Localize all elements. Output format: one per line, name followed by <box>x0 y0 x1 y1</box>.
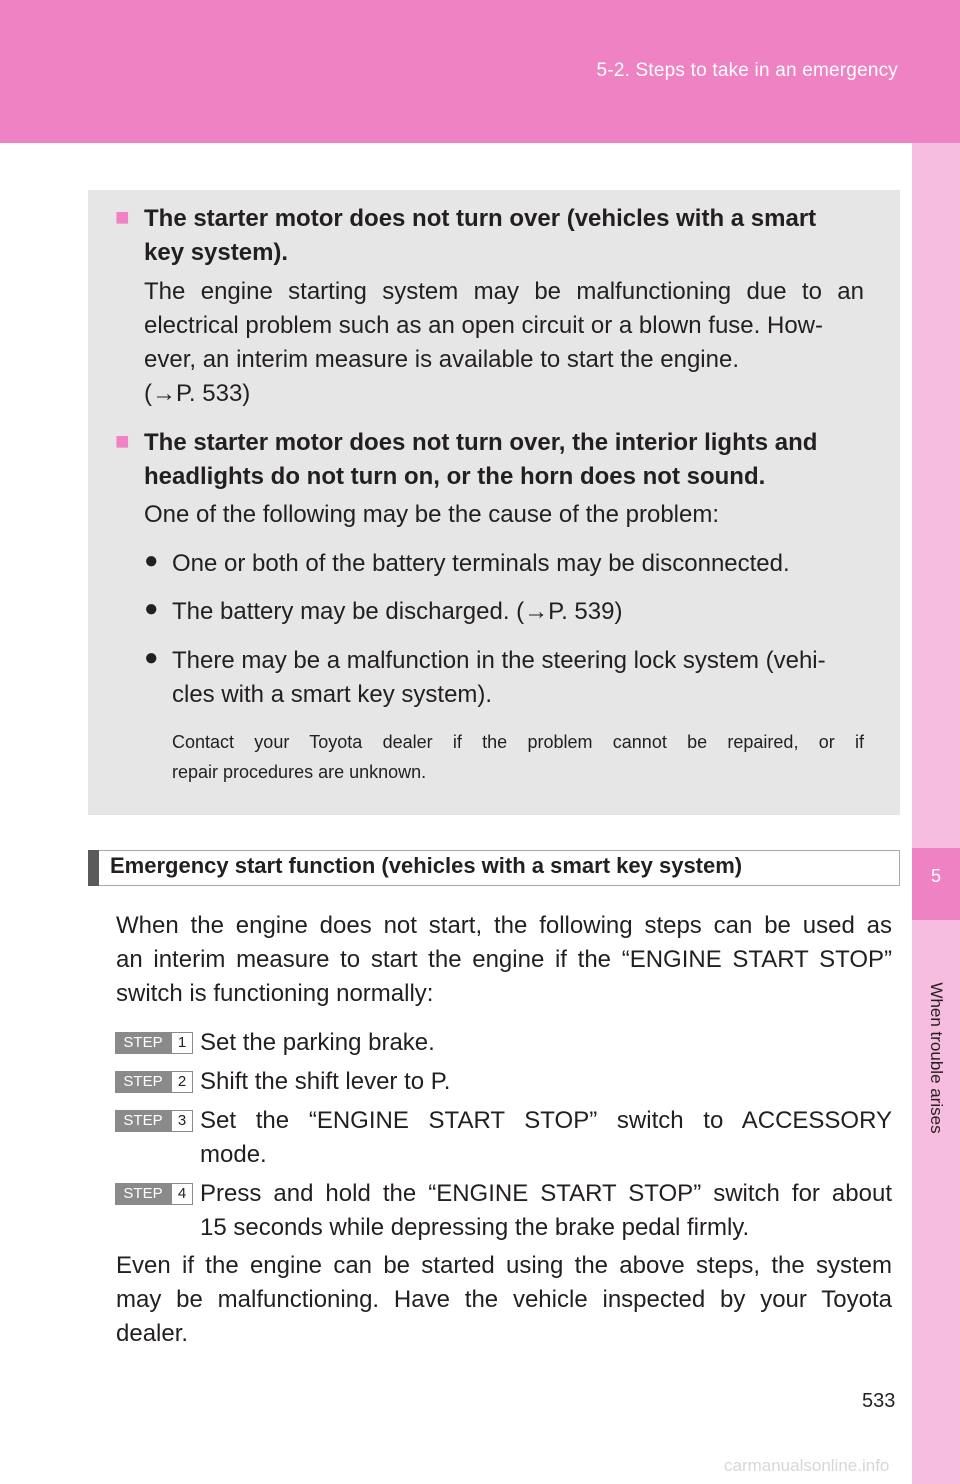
square-bullet-icon: ■ <box>115 204 130 231</box>
page-ref-533[interactable]: (→P. 533) <box>144 380 251 407</box>
step-label: STEP <box>115 1071 171 1093</box>
item1-body-line1: The engine starting system may be malfunctioning due to an <box>144 278 864 305</box>
step-label: STEP <box>115 1183 171 1205</box>
outro-line1: Even if the engine can be started using the above steps, the system <box>116 1252 892 1279</box>
section-heading: Emergency start function (vehicles with a smart key system) <box>110 853 743 878</box>
note-line2: repair procedures are unknown. <box>172 762 427 782</box>
step-number: 3 <box>171 1110 193 1132</box>
step-number: 1 <box>171 1032 193 1054</box>
step-4-text-line1: Press and hold the “ENGINE START STOP” switch for about <box>200 1180 892 1207</box>
bullet-dot-icon: ● <box>144 644 159 671</box>
item1-body-line3: ever, an interim measure is available to start the engine. <box>144 346 739 373</box>
item2-intro: One of the following may be the cause of the problem: <box>144 501 720 528</box>
bullet-dot-icon: ● <box>144 595 159 622</box>
item1-title-line1: The starter motor does not turn over (vehicles with a smart <box>144 205 817 232</box>
section-heading-accent <box>88 850 99 886</box>
intro-line1: When the engine does not start, the following steps can be used as <box>116 912 892 939</box>
item2-title-line2: headlights do not turn on, or the horn does not sound. <box>144 463 766 490</box>
intro-line3: switch is functioning normally: <box>116 980 434 1007</box>
step-label: STEP <box>115 1032 171 1054</box>
step-2-badge <box>115 1071 193 1093</box>
step-3-badge <box>115 1110 193 1132</box>
step-label: STEP <box>115 1110 171 1132</box>
step-number: 4 <box>171 1183 193 1205</box>
step-number: 2 <box>171 1071 193 1093</box>
chapter-label: When trouble arises <box>927 982 946 1134</box>
step-3-text-line2: mode. <box>200 1141 267 1168</box>
side-strip-top <box>912 143 960 848</box>
item2-title-line1: The starter motor does not turn over, the interior lights and <box>144 429 818 456</box>
bullet-3-line2: cles with a smart key system). <box>172 681 493 708</box>
note-line1: Contact your Toyota dealer if the problem cannot be repaired, or if <box>172 732 864 752</box>
bullet-1: One or both of the battery terminals may be disconnected. <box>172 550 790 577</box>
step-3-text-line1: Set the “ENGINE START STOP” switch to ACCESSORY <box>200 1107 892 1134</box>
step-4-text-line2: 15 seconds while depressing the brake pedal firmly. <box>200 1214 750 1241</box>
watermark: carmanualsonline.info <box>724 1456 890 1475</box>
square-bullet-icon: ■ <box>115 428 130 455</box>
intro-line2: an interim measure to start the engine if the “ENGINE START STOP” <box>116 946 892 973</box>
step-1-text: Set the parking brake. <box>200 1029 435 1056</box>
step-1-badge <box>115 1032 193 1054</box>
page-number: 533 <box>862 1390 896 1412</box>
section-breadcrumb: 5-2. Steps to take in an emergency <box>596 60 898 81</box>
chapter-number: 5 <box>930 866 941 886</box>
bullet-dot-icon: ● <box>144 547 159 574</box>
outro-line2: may be malfunctioning. Have the vehicle inspected by your Toyota <box>116 1286 892 1313</box>
bullet-2: The battery may be discharged. (→P. 539) <box>172 598 623 625</box>
outro-line3: dealer. <box>116 1320 189 1347</box>
step-2-text: Shift the shift lever to P. <box>200 1068 451 1095</box>
step-4-badge <box>115 1183 193 1205</box>
page-header <box>0 0 960 143</box>
item1-title-line2: key system). <box>144 239 289 266</box>
bullet-3-line1: There may be a malfunction in the steering lock system (vehi- <box>172 647 826 674</box>
item1-body-line2: electrical problem such as an open circuit or a blown fuse. How- <box>144 312 823 339</box>
